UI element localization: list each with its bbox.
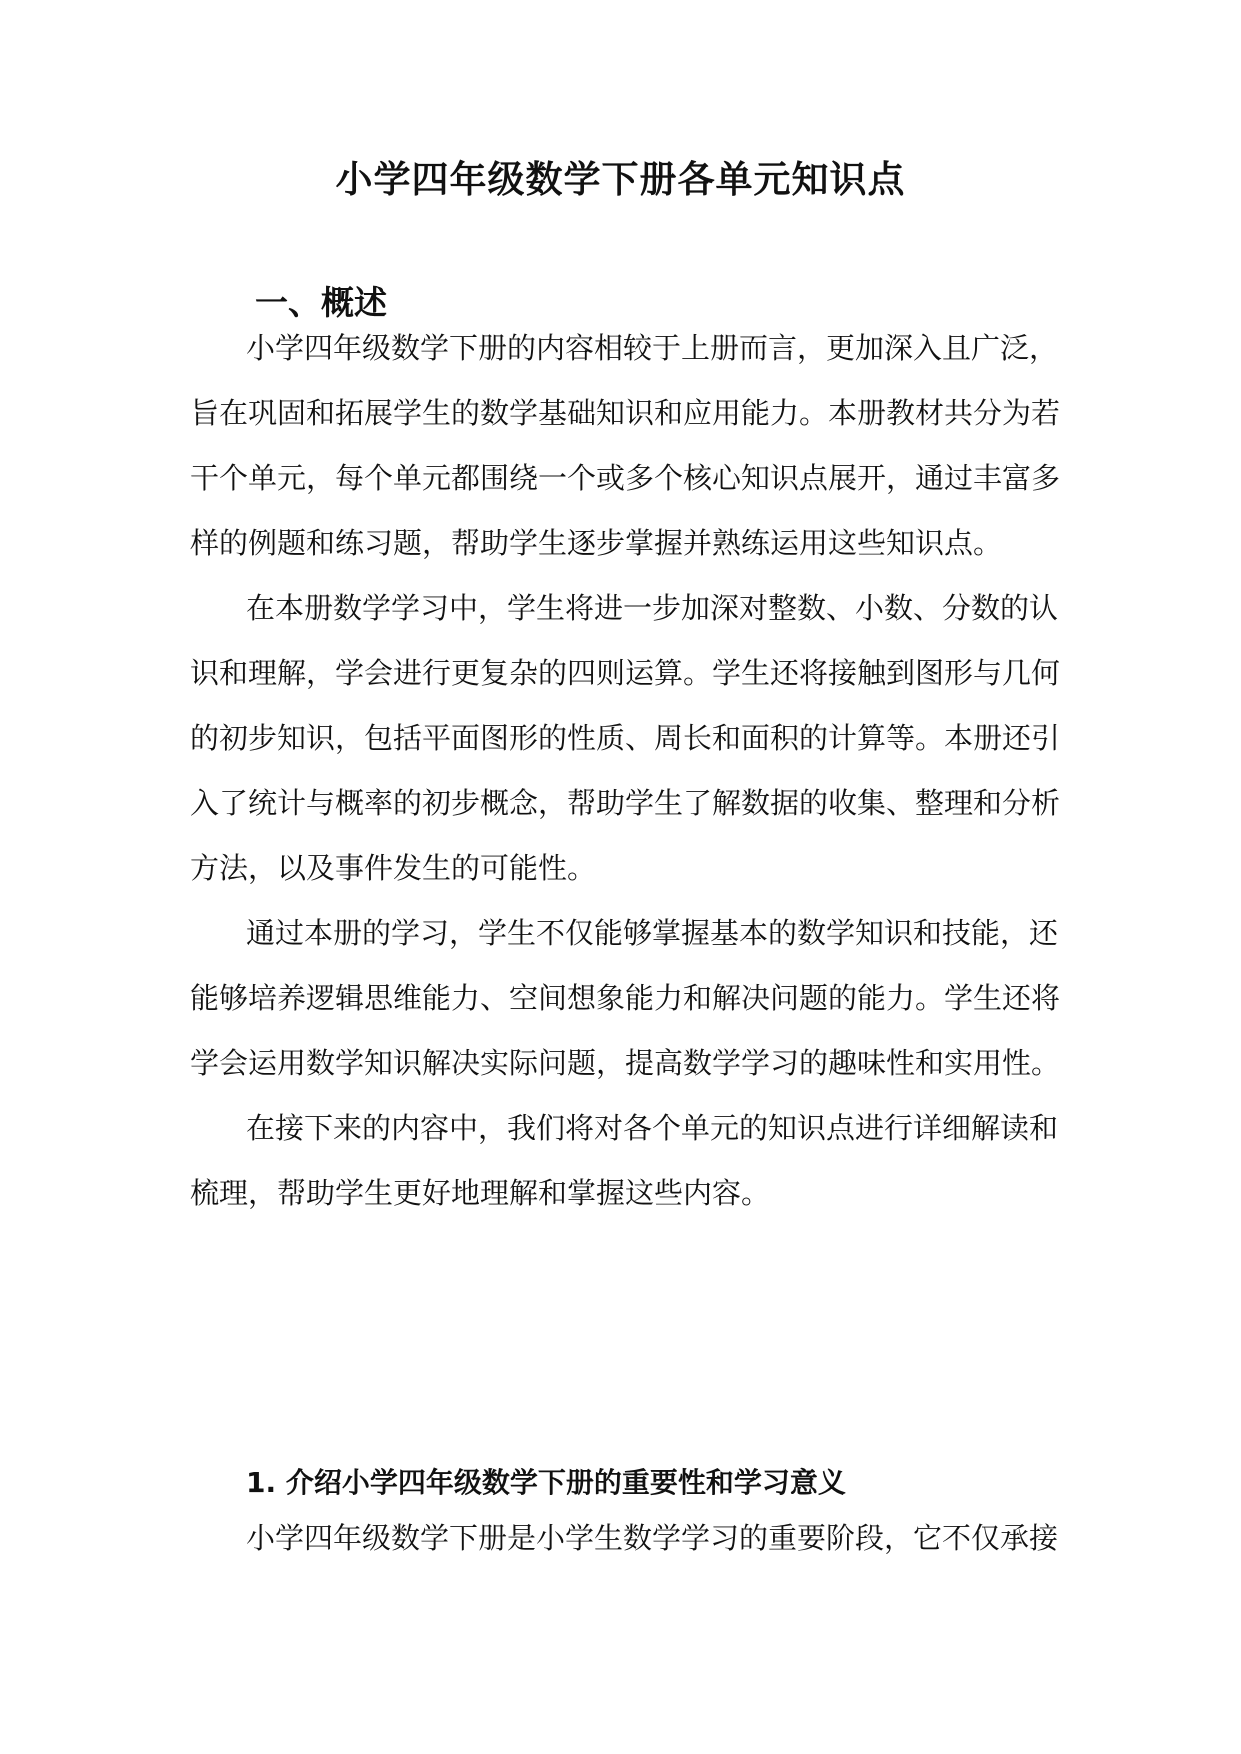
paragraph-line: 通过本册的学习，学生不仅能够掌握基本的数学知识和技能，还 [246,916,1059,950]
paragraph-line: 在接下来的内容中，我们将对各个单元的知识点进行详细解读和 [246,1111,1059,1145]
document-title: 小学四年级数学下册各单元知识点 [335,158,906,201]
paragraph-line: 方法，以及事件发生的可能性。 [190,851,597,885]
paragraph-line: 梳理，帮助学生更好地理解和掌握这些内容。 [190,1176,771,1210]
paragraph-line: 的初步知识，包括平面图形的性质、周长和面积的计算等。本册还引 [190,721,1061,755]
paragraph-line: 干个单元，每个单元都围绕一个或多个核心知识点展开，通过丰富多 [190,461,1061,495]
paragraph-line: 小学四年级数学下册是小学生数学学习的重要阶段，它不仅承接 [246,1521,1059,1555]
paragraph-line: 学会运用数学知识解决实际问题，提高数学学习的趣味性和实用性。 [190,1046,1061,1080]
section-heading-overview: 一、概述 [255,283,387,322]
paragraph-line: 样的例题和练习题，帮助学生逐步掌握并熟练运用这些知识点。 [190,526,1003,560]
paragraph-line: 小学四年级数学下册的内容相较于上册而言，更加深入且广泛， [246,331,1059,365]
paragraph-line: 识和理解，学会进行更复杂的四则运算。学生还将接触到图形与几何 [190,656,1061,690]
subsection-heading-importance: 1. 介绍小学四年级数学下册的重要性和学习意义 [246,1466,846,1499]
paragraph-line: 旨在巩固和拓展学生的数学基础知识和应用能力。本册教材共分为若 [190,396,1061,430]
paragraph-line: 在本册数学学习中，学生将进一步加深对整数、小数、分数的认 [246,591,1059,625]
paragraph-line: 入了统计与概率的初步概念，帮助学生了解数据的收集、整理和分析 [190,786,1061,820]
paragraph-line: 能够培养逻辑思维能力、空间想象能力和解决问题的能力。学生还将 [190,981,1061,1015]
